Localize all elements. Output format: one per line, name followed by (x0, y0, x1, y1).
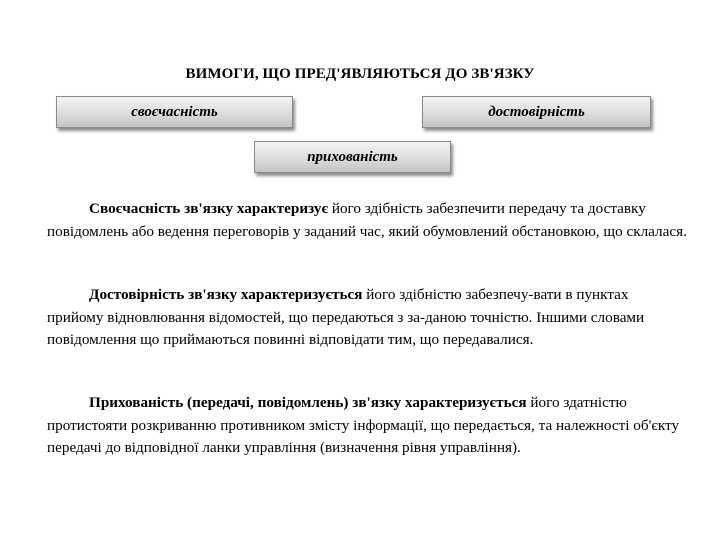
timeliness-box: своєчасність (56, 96, 293, 128)
reliability-box: достовірність (422, 96, 651, 128)
secrecy-definition: його здатністю протистояти розкриванню противником змісту інформації, що передається, та належності об'єкту передачі до відповідної ланки управління (визначення рівня управління). (47, 394, 680, 456)
secrecy-term: Прихованість (передачі, повідомлень) зв'язку характеризується (89, 394, 527, 411)
secrecy-box: прихованість (254, 141, 451, 173)
reliability-definition: його здібністю забезпечу-вати в пунктах прийому відновлювання відомостей, що передаються з за-даною точністю. Іншими словами повідомлення що приймаються повинні відповідати тим, що передавалися. (47, 286, 645, 348)
reliability-paragraph (47, 284, 687, 352)
page-title: ВИМОГИ, ЩО ПРЕД'ЯВЛЯЮТЬСЯ ДО ЗВ'ЯЗКУ (185, 66, 535, 82)
timeliness-definition: його здібність забезпечити передачу та доставку повідомлень або ведення переговорів у заданий час, який обумовлений обстановкою, що склалася. (47, 200, 687, 240)
timeliness-term: Своєчасність зв'язку характеризує (89, 200, 329, 217)
timeliness-paragraph (47, 198, 687, 243)
secrecy-paragraph (47, 392, 687, 460)
reliability-term: Достовірність зв'язку характеризується (89, 286, 363, 303)
